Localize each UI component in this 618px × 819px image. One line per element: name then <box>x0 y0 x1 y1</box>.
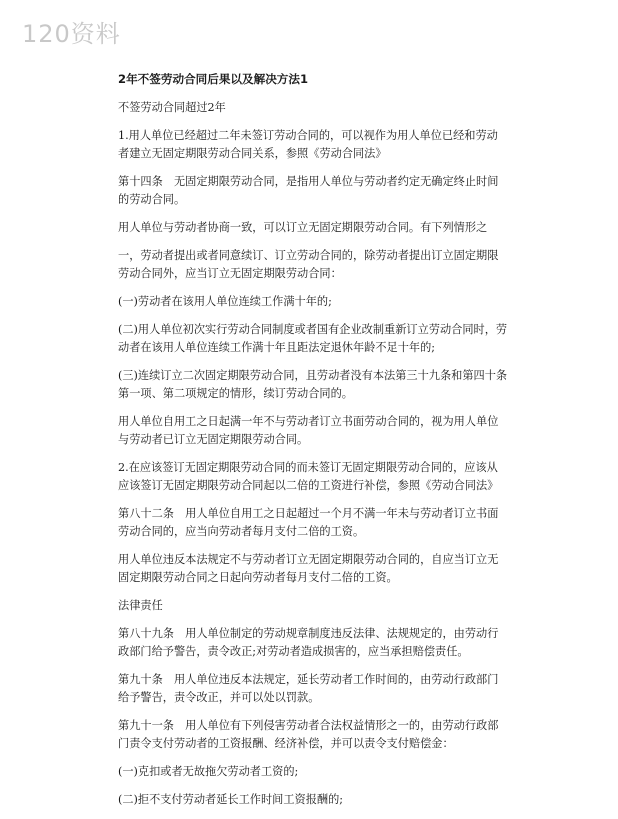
paragraph: (三)连续订立二次固定期限劳动合同，且劳动者没有本法第三十九条和第四十条第一项、第二项规定的情形，续订劳动合同的。 <box>118 369 508 400</box>
paragraph: (二)用人单位初次实行劳动合同制度或者国有企业改制重新订立劳动合同时，劳动者在该用人单位连续工作满十年且距法定退休年龄不足十年的; <box>118 323 508 354</box>
paragraph: 第十四条 无固定期限劳动合同，是指用人单位与劳动者约定无确定终止时间的劳动合同。 <box>118 175 499 206</box>
paragraph: 用人单位自用工之日起满一年不与劳动者订立书面劳动合同的，视为用人单位与劳动者已订立无固定期限劳动合同。 <box>118 415 499 446</box>
paragraph: 用人单位违反本法规定不与劳动者订立无固定期限劳动合同的，自应当订立无固定期限劳动合同之日起向劳动者每月支付二倍的工资。 <box>118 553 499 584</box>
paragraph: 第八十九条 用人单位制定的劳动规章制度违反法律、法规规定的，由劳动行政部门给予警告，责令改正;对劳动者造成损害的，应当承担赔偿责任。 <box>118 627 499 658</box>
paragraph: 1.用人单位已经超过二年未签订劳动合同的，可以视作为用人单位已经和劳动者建立无固定期限劳动合同关系，参照《劳动合同法》 <box>118 129 498 160</box>
paragraph: 2.在应该签订无固定期限劳动合同的而未签订无固定期限劳动合同的，应该从应该签订无固定期限劳动合同起以二倍的工资进行补偿，参照《劳动合同法》 <box>118 461 499 492</box>
watermark-logo: 120资料 <box>22 20 121 48</box>
document-title: 2年不签劳动合同后果以及解决方法1 <box>118 72 309 86</box>
document-body <box>118 70 508 819</box>
section-heading: 法律责任 <box>118 599 163 612</box>
paragraph: 不签劳动合同超过2年 <box>118 101 226 114</box>
paragraph: (一)劳动者在该用人单位连续工作满十年的; <box>118 295 332 308</box>
paragraph: 第九十条 用人单位违反本法规定，延长劳动者工作时间的，由劳动行政部门给予警告，责令改正，并可以处以罚款。 <box>118 673 499 704</box>
paragraph: (二)拒不支付劳动者延长工作时间工资报酬的; <box>118 793 344 806</box>
paragraph: (一)克扣或者无故拖欠劳动者工资的; <box>118 765 299 778</box>
paragraph: 第九十一条 用人单位有下列侵害劳动者合法权益情形之一的，由劳动行政部门责令支付劳动者的工资报酬、经济补偿，并可以责令支付赔偿金： <box>118 719 499 750</box>
paragraph: 第八十二条 用人单位自用工之日起超过一个月不满一年未与劳动者订立书面劳动合同的，应当向劳动者每月支付二倍的工资。 <box>118 507 499 538</box>
paragraph: 一，劳动者提出或者同意续订、订立劳动合同的，除劳动者提出订立固定期限劳动合同外，应当订立无固定期限劳动合同： <box>118 249 499 280</box>
paragraph: 用人单位与劳动者协商一致，可以订立无固定期限劳动合同。有下列情形之 <box>118 221 488 234</box>
